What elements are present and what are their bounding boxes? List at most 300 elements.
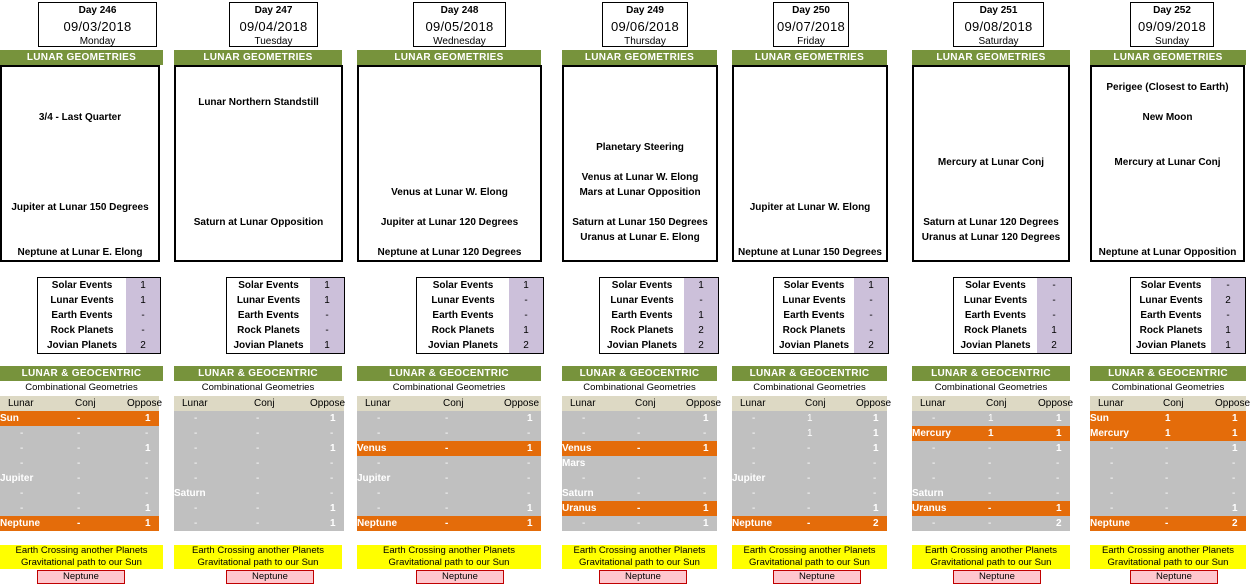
table-header-cell: Lunar [570, 398, 596, 409]
crossing-line-1: Earth Crossing another Planets [1101, 545, 1235, 556]
conj-value: - [988, 503, 992, 514]
oppose-value: - [145, 473, 149, 484]
count-label: Jovian Planets [427, 340, 499, 351]
count-value: 1 [684, 308, 718, 323]
oppose-value: 1 [873, 443, 879, 454]
count-label: Earth Events [237, 310, 300, 321]
table-row [732, 516, 887, 531]
geometry-event: Perigee (Closest to Earth) [1106, 82, 1229, 93]
table-header-row [1090, 396, 1250, 411]
table-row [357, 516, 541, 531]
count-value: 1 [310, 278, 344, 293]
count-value: - [126, 308, 160, 323]
count-value: - [509, 308, 543, 323]
planet-name: - [194, 413, 198, 424]
count-value: - [1037, 293, 1071, 308]
crossing-line-1: Earth Crossing another Planets [382, 545, 516, 556]
conj-value: - [988, 443, 992, 454]
planet-name: - [20, 488, 24, 499]
planet-name: - [194, 503, 198, 514]
planet-name: - [932, 443, 936, 454]
count-label: Jovian Planets [960, 340, 1031, 351]
conj-value: - [445, 428, 449, 439]
lunar-geometries-box [912, 65, 1070, 262]
planet-name: - [932, 473, 936, 484]
count-label: Lunar Events [431, 295, 495, 306]
conj-value: - [637, 503, 641, 514]
geometry-event: Saturn at Lunar 120 Degrees [923, 217, 1059, 228]
count-value: 2 [1211, 293, 1245, 308]
day-date: 09/09/2018 [1137, 19, 1207, 34]
table-row [0, 411, 159, 426]
geometry-event: Uranus at Lunar 120 Degrees [921, 232, 1061, 243]
planet-name: - [377, 413, 381, 424]
lunar-geocentric-title: LUNAR & GEOCENTRIC [912, 366, 1070, 381]
crossing-line-1: Earth Crossing another Planets [191, 545, 325, 556]
count-row [774, 338, 888, 353]
count-label: Jovian Planets [233, 340, 304, 351]
planet-name: - [1110, 473, 1114, 484]
crossing-line-1: Earth Crossing another Planets [573, 545, 706, 556]
conj-value: - [256, 443, 260, 454]
conj-value: - [988, 488, 992, 499]
geometry-event: Saturn at Lunar 150 Degrees [572, 217, 708, 228]
conj-value: - [637, 473, 641, 484]
count-row [1131, 293, 1245, 308]
earth-crossing-note [562, 545, 717, 569]
count-label: Rock Planets [237, 325, 300, 336]
planet-name: - [20, 503, 24, 514]
table-header-row [562, 396, 722, 411]
earth-crossing-note [912, 545, 1070, 569]
oppose-value: - [145, 458, 149, 469]
count-row [1131, 278, 1245, 293]
geometry-event: Mercury at Lunar Conj [937, 157, 1045, 168]
table-header-cell: Conj [254, 398, 275, 409]
table-header-cell: Conj [1163, 398, 1184, 409]
oppose-value: - [1056, 488, 1060, 499]
oppose-value: - [873, 488, 877, 499]
conj-value: - [1165, 503, 1169, 514]
table-row [562, 471, 717, 486]
count-row [417, 338, 543, 353]
table-row [174, 411, 344, 426]
oppose-value: 1 [1232, 428, 1238, 439]
count-value: 1 [126, 293, 160, 308]
day-date: 09/08/2018 [964, 19, 1033, 34]
conj-value: - [807, 503, 811, 514]
table-row [912, 456, 1070, 471]
table-header-cell: Lunar [740, 398, 766, 409]
planet-name: - [1110, 458, 1114, 469]
oppose-value: - [527, 458, 531, 469]
table-header-cell: Conj [443, 398, 464, 409]
table-row [562, 456, 717, 471]
oppose-value: - [703, 428, 707, 439]
oppose-value: 1 [1056, 428, 1062, 439]
planet-name: Jupiter [732, 473, 766, 484]
planet-name: - [20, 428, 24, 439]
count-row [1131, 338, 1245, 353]
lunar-geometries-box [1090, 65, 1245, 262]
table-row [562, 516, 717, 531]
count-label: Rock Planets [1139, 325, 1203, 336]
combinational-label: Combinational Geometries [934, 382, 1048, 393]
count-label: Jovian Planets [778, 340, 850, 351]
count-value: 1 [310, 338, 344, 353]
count-row [38, 338, 160, 353]
planet-name: - [582, 413, 586, 424]
planet-name: - [582, 473, 586, 484]
planet-name: Mercury [1090, 428, 1129, 439]
oppose-value: 1 [527, 443, 533, 454]
table-row [912, 471, 1070, 486]
event-counts-table [953, 277, 1072, 354]
geometry-event: Neptune at Lunar Opposition [1098, 247, 1237, 258]
lunar-geometries-title: LUNAR GEOMETRIES [1090, 50, 1246, 65]
lunar-geometries-title: LUNAR GEOMETRIES [912, 50, 1070, 65]
day-weekday: Tuesday [254, 36, 293, 47]
count-row [600, 338, 718, 353]
day-number: Day 251 [979, 5, 1018, 16]
conj-value: 1 [1165, 413, 1171, 424]
lunar-geometries-box [0, 65, 160, 262]
event-counts-table [37, 277, 161, 354]
table-row [0, 471, 159, 486]
count-row [417, 308, 543, 323]
table-header-cell: Oppose [686, 398, 722, 409]
conj-value: - [256, 473, 260, 484]
conj-value: 1 [988, 413, 994, 424]
count-row [600, 293, 718, 308]
count-label: Lunar Events [963, 295, 1028, 306]
conj-value: - [807, 443, 811, 454]
table-row [562, 441, 717, 456]
count-value: 1 [126, 278, 160, 293]
count-row [38, 293, 160, 308]
crossing-line-2: Gravitational path to our Sun [21, 557, 142, 568]
oppose-value: - [1056, 458, 1060, 469]
crossing-planet: Neptune [416, 570, 504, 584]
table-row [912, 411, 1070, 426]
day-date: 09/03/2018 [63, 19, 132, 34]
conj-value: - [77, 518, 81, 529]
table-header-cell: Conj [635, 398, 656, 409]
planet-name: Sun [1090, 413, 1109, 424]
oppose-value: 1 [1056, 443, 1062, 454]
day-number: Day 252 [1153, 5, 1191, 16]
earth-crossing-note [732, 545, 887, 569]
planet-name: - [194, 428, 198, 439]
day-number: Day 248 [440, 5, 479, 16]
planet-name: - [1110, 488, 1114, 499]
conj-value: - [988, 518, 992, 529]
conj-value: - [637, 413, 641, 424]
day-header [38, 2, 157, 47]
count-row [774, 308, 888, 323]
planet-name: - [194, 473, 198, 484]
day-header [413, 2, 506, 47]
count-label: Jovian Planets [1135, 340, 1207, 351]
conj-value: 1 [1165, 428, 1171, 439]
lunar-geometries-title: LUNAR GEOMETRIES [174, 50, 342, 65]
oppose-value: - [527, 473, 531, 484]
count-value: - [1211, 308, 1245, 323]
table-row [912, 501, 1070, 516]
count-row [954, 293, 1071, 308]
count-row [774, 323, 888, 338]
geometry-table [1090, 396, 1250, 531]
count-label: Solar Events [238, 280, 299, 291]
oppose-value: 1 [527, 413, 533, 424]
table-row [174, 516, 344, 531]
count-value: - [854, 308, 888, 323]
table-row [174, 486, 344, 501]
combinational-label: Combinational Geometries [753, 382, 866, 393]
geometry-event: Venus at Lunar W. Elong [391, 187, 508, 198]
conj-value: - [77, 488, 81, 499]
table-row [0, 516, 159, 531]
table-row [174, 501, 344, 516]
geometry-table [912, 396, 1074, 531]
planet-name: Saturn [562, 488, 594, 499]
oppose-value: 1 [873, 428, 879, 439]
geometry-event: Uranus at Lunar E. Elong [580, 232, 700, 243]
geometry-event: Planetary Steering [596, 142, 684, 153]
count-value: 1 [684, 278, 718, 293]
day-weekday: Wednesday [433, 36, 486, 47]
table-row [1090, 486, 1246, 501]
oppose-value: - [703, 473, 707, 484]
geometry-event: Lunar Northern Standstill [198, 97, 319, 108]
conj-value: - [445, 518, 449, 529]
count-row [600, 323, 718, 338]
table-header-cell: Lunar [365, 398, 391, 409]
count-value: 1 [1211, 323, 1245, 338]
planet-name: - [377, 503, 381, 514]
earth-crossing-note [174, 545, 342, 569]
table-header-cell: Lunar [920, 398, 946, 409]
table-header-cell: Oppose [856, 398, 892, 409]
crossing-line-2: Gravitational path to our Sun [1107, 557, 1229, 568]
planet-name: - [1110, 503, 1114, 514]
count-label: Earth Events [1140, 310, 1202, 321]
planet-name: Saturn [174, 488, 206, 499]
geometry-event: Jupiter at Lunar 150 Degrees [11, 202, 149, 213]
day-date: 09/05/2018 [425, 19, 494, 34]
combinational-label: Combinational Geometries [1111, 382, 1225, 393]
planet-name: - [194, 458, 198, 469]
table-row [357, 411, 541, 426]
count-row [954, 308, 1071, 323]
event-counts-table [416, 277, 544, 354]
table-row [1090, 456, 1246, 471]
oppose-value: 1 [703, 518, 709, 529]
conj-value: - [256, 458, 260, 469]
day-date: 09/07/2018 [776, 19, 846, 34]
lunar-geometries-box [174, 65, 343, 262]
table-header-row [912, 396, 1074, 411]
oppose-value: 1 [1056, 503, 1062, 514]
planet-name: Neptune [357, 518, 397, 529]
count-label: Lunar Events [782, 295, 846, 306]
table-row [357, 456, 541, 471]
conj-value: - [445, 413, 449, 424]
crossing-line-2: Gravitational path to our Sun [930, 557, 1052, 568]
oppose-value: - [1056, 473, 1060, 484]
crossing-line-2: Gravitational path to our Sun [749, 557, 870, 568]
lunar-geocentric-title: LUNAR & GEOCENTRIC [562, 366, 717, 381]
count-value: 2 [1037, 338, 1071, 353]
table-header-row [0, 396, 163, 411]
lunar-geocentric-title: LUNAR & GEOCENTRIC [1090, 366, 1246, 381]
crossing-line-1: Earth Crossing another Planets [743, 545, 876, 556]
conj-value: - [807, 488, 811, 499]
table-row [357, 441, 541, 456]
conj-value: - [1165, 443, 1169, 454]
day-number: Day 247 [254, 5, 293, 16]
count-row [954, 323, 1071, 338]
conj-value: - [256, 413, 260, 424]
combinational-label: Combinational Geometries [583, 382, 696, 393]
lunar-geometries-box [732, 65, 888, 262]
count-label: Rock Planets [610, 325, 674, 336]
count-value: - [684, 293, 718, 308]
oppose-value: 1 [527, 503, 533, 514]
crossing-line-2: Gravitational path to our Sun [579, 557, 700, 568]
planet-name: Jupiter [357, 473, 391, 484]
day-weekday: Monday [79, 36, 116, 47]
geometry-event: Saturn at Lunar Opposition [193, 217, 324, 228]
count-label: Solar Events [432, 280, 494, 291]
count-value: - [854, 323, 888, 338]
oppose-value: 1 [330, 443, 336, 454]
oppose-value: - [703, 488, 707, 499]
oppose-value: - [1232, 458, 1236, 469]
count-row [227, 338, 344, 353]
oppose-value: - [330, 488, 334, 499]
table-row [357, 486, 541, 501]
planet-name: Uranus [562, 503, 597, 514]
table-header-cell: Lunar [8, 398, 34, 409]
table-row [0, 426, 159, 441]
table-row [732, 486, 887, 501]
count-value: - [126, 323, 160, 338]
planet-name: - [20, 458, 24, 469]
lunar-geometries-title: LUNAR GEOMETRIES [732, 50, 887, 65]
event-counts-table [599, 277, 719, 354]
table-row [732, 411, 887, 426]
conj-value: - [637, 518, 641, 529]
planet-name: - [377, 428, 381, 439]
conj-value: - [807, 518, 811, 529]
oppose-value: 2 [1232, 518, 1238, 529]
count-value: 1 [509, 323, 543, 338]
count-value: - [1211, 278, 1245, 293]
count-row [600, 308, 718, 323]
conj-value: - [77, 428, 81, 439]
lunar-geocentric-title: LUNAR & GEOCENTRIC [174, 366, 342, 381]
table-header-cell: Lunar [1098, 398, 1124, 409]
planet-name: Saturn [912, 488, 944, 499]
planet-name: Neptune [1090, 518, 1130, 529]
day-header [773, 2, 849, 47]
conj-value: - [1165, 488, 1169, 499]
conj-value: - [256, 488, 260, 499]
oppose-value: 1 [703, 503, 709, 514]
count-value: 1 [509, 278, 543, 293]
count-value: 1 [854, 278, 888, 293]
crossing-line-1: Earth Crossing another Planets [15, 545, 148, 556]
count-row [227, 308, 344, 323]
lunar-geometries-title: LUNAR GEOMETRIES [562, 50, 717, 65]
table-row [732, 426, 887, 441]
table-row [1090, 441, 1246, 456]
oppose-value: - [145, 428, 149, 439]
planet-name: - [194, 518, 198, 529]
conj-value: 1 [807, 428, 813, 439]
table-row [912, 516, 1070, 531]
table-row [732, 441, 887, 456]
oppose-value: - [873, 473, 877, 484]
count-value: 2 [126, 338, 160, 353]
event-counts-table [226, 277, 345, 354]
count-label: Jovian Planets [606, 340, 678, 351]
combinational-label: Combinational Geometries [392, 382, 506, 393]
planet-name: - [377, 458, 381, 469]
planet-name: Mercury [912, 428, 951, 439]
count-row [954, 338, 1071, 353]
table-row [562, 501, 717, 516]
oppose-value: 1 [873, 503, 879, 514]
count-row [1131, 323, 1245, 338]
oppose-value: 1 [145, 503, 151, 514]
count-label: Earth Events [783, 310, 845, 321]
oppose-value: - [330, 458, 334, 469]
oppose-value: - [330, 473, 334, 484]
conj-value: - [1165, 473, 1169, 484]
geometry-table [562, 396, 722, 531]
oppose-value: 1 [330, 413, 336, 424]
count-label: Lunar Events [50, 295, 114, 306]
table-row [174, 456, 344, 471]
count-label: Earth Events [611, 310, 673, 321]
geometry-event: Neptune at Lunar E. Elong [17, 247, 143, 258]
count-row [38, 308, 160, 323]
planet-name: - [752, 488, 756, 499]
crossing-planet: Neptune [37, 570, 125, 584]
day-header [602, 2, 688, 47]
count-label: Rock Planets [964, 325, 1027, 336]
table-row [357, 471, 541, 486]
count-row [1131, 308, 1245, 323]
geometry-event: Neptune at Lunar 150 Degrees [738, 247, 882, 258]
planet-name: - [1110, 443, 1114, 454]
table-row [562, 426, 717, 441]
count-label: Jovian Planets [46, 340, 118, 351]
conj-value: - [77, 503, 81, 514]
lunar-geocentric-title: LUNAR & GEOCENTRIC [0, 366, 163, 381]
conj-value: 1 [988, 428, 994, 439]
oppose-value: 1 [1232, 413, 1238, 424]
planet-name: - [932, 458, 936, 469]
count-label: Lunar Events [236, 295, 301, 306]
day-number: Day 250 [792, 5, 830, 16]
oppose-value: - [330, 428, 334, 439]
count-row [954, 278, 1071, 293]
table-header-cell: Conj [805, 398, 826, 409]
oppose-value: 1 [1232, 503, 1238, 514]
